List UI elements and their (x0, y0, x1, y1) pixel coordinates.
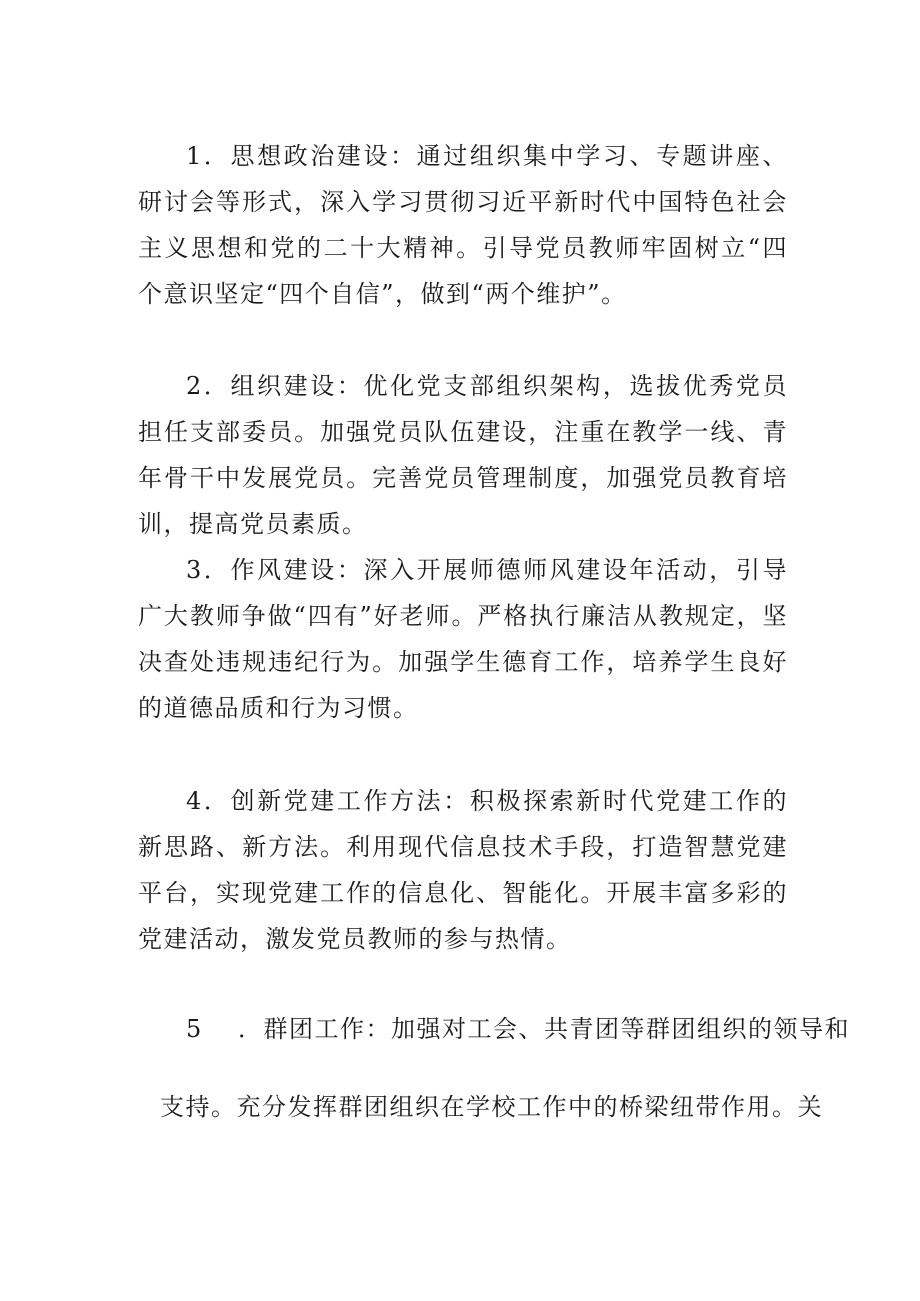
paragraph-work-style-construction: 3．作风建设：深入开展师德师风建设年活动，引导广大教师争做“四有”好老师。严格执行廉洁从教规定，坚决查处违规违纪行为。加强学生德育工作，培养学生良好的道德品质和行为习惯。 (138, 556, 788, 722)
item-number: 5 (186, 1015, 203, 1043)
item-text: ．群团工作：加强对工会、共青团等群团组织的领导和 (238, 1015, 850, 1043)
paragraph-ideological-political-construction: 1．思想政治建设：通过组织集中学习、专题讲座、研讨会等形式，深入学习贯彻习近平新时代中国特色社会主义思想和党的二十大精神。引导党员教师牢固树立“四个意识坚定“四个自信”，做到“两个维护”。 (138, 142, 788, 308)
paragraph-mass-organization-work-line1 (186, 1006, 850, 1052)
paragraph-innovative-party-building-methods: 4．创新党建工作方法：积极探索新时代党建工作的新思路、新方法。利用现代信息技术手段，打造智慧党建平台，实现党建工作的信息化、智能化。开展丰富多彩的党建活动，激发党员教师的参与热情。 (138, 787, 788, 953)
paragraph-organizational-construction: 2．组织建设：优化党支部组织架构，选拔优秀党员担任支部委员。加强党员队伍建设，注重在教学一线、青年骨干中发展党员。完善党员管理制度，加强党员教育培训，提高党员素质。 (138, 372, 788, 538)
paragraph-mass-organization-work-line2: 支持。充分发挥群团组织在学校工作中的桥梁纽带作用。关 (160, 1093, 823, 1121)
